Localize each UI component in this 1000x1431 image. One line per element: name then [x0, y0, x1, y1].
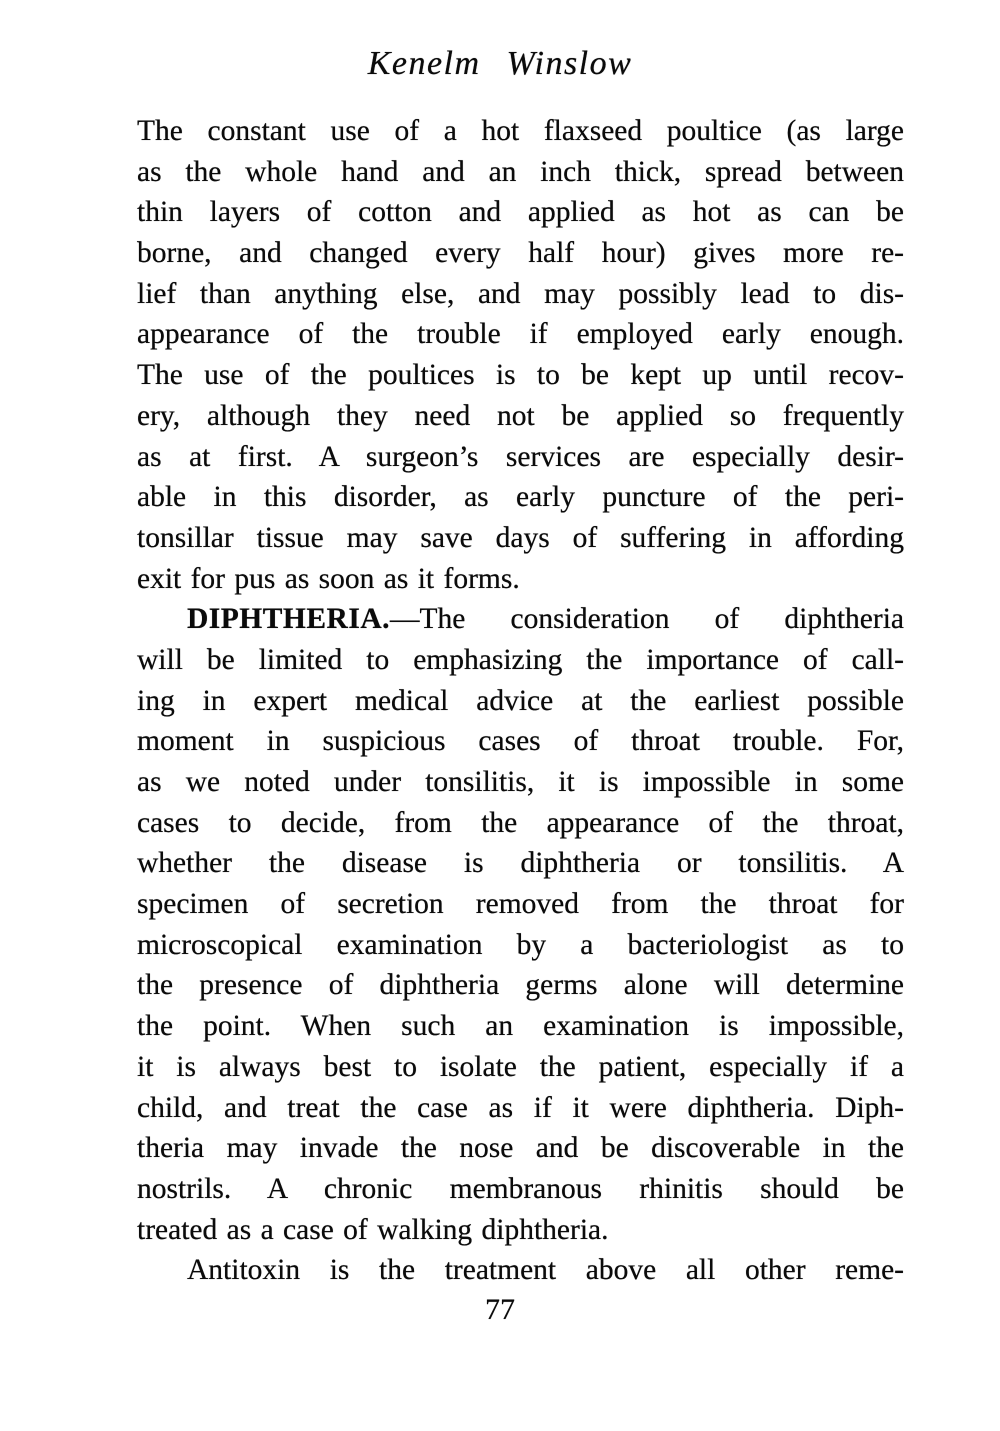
text-line: The use of the poultices is to be kept up until recov-: [137, 359, 904, 392]
body-text: [137, 111, 904, 1291]
text-line-section-heading: [137, 599, 904, 640]
text-line: the point. When such an examination is impossible,: [137, 1010, 904, 1043]
text-line: moment in suspicious cases of throat trouble. For,: [137, 725, 904, 758]
text-line: exit for pus as soon as it forms.: [137, 562, 520, 595]
text-line: ery, although they need not be applied so frequently: [137, 399, 904, 432]
text-line: as we noted under tonsilitis, it is impossible in some: [137, 766, 904, 798]
section-heading: DIPHTHERIA.: [187, 603, 391, 636]
text-line: will be limited to emphasizing the importance of call-: [137, 643, 904, 676]
text-line: treated as a case of walking diphtheria.: [137, 1213, 609, 1246]
text-line: appearance of the trouble if employed early enough.: [137, 318, 904, 351]
text-line: tonsillar tissue may save days of suffering in affording: [137, 521, 904, 554]
text-line: the presence of diphtheria germs alone will determine: [137, 969, 904, 1002]
text-line: The constant use of a hot flaxseed poultice (as large: [137, 115, 904, 147]
text-line: lief than anything else, and may possibly lead to dis-: [137, 277, 904, 310]
text-line: microscopical examination by a bacteriologist as to: [137, 928, 904, 961]
text-line: thin layers of cotton and applied as hot as can be: [137, 196, 904, 229]
text-line: as at first. A surgeon’s services are especially desir-: [137, 440, 904, 473]
text-line: borne, and changed every half hour) gives more re-: [137, 237, 904, 270]
text-line: child, and treat the case as if it were diphtheria. Diph-: [137, 1091, 904, 1124]
running-header: Kenelm Winslow: [367, 45, 633, 82]
text-line: Antitoxin is the treatment above all other reme-: [187, 1254, 904, 1287]
text-line: able in this disorder, as early puncture of the peri-: [137, 481, 904, 514]
text-line: ing in expert medical advice at the earliest possible: [137, 684, 904, 717]
text-line: it is always best to isolate the patient, especially if a: [137, 1050, 904, 1083]
text-line: as the whole hand and an inch thick, spread between: [137, 155, 904, 188]
page-number: 77: [485, 1292, 515, 1326]
text-line: specimen of secretion removed from the throat for: [137, 888, 904, 921]
text-line: —The consideration of diphtheria: [390, 603, 904, 636]
text-line: theria may invade the nose and be discoverable in the: [137, 1132, 904, 1165]
text-line: whether the disease is diphtheria or tonsilitis. A: [137, 847, 904, 880]
text-line: cases to decide, from the appearance of the throat,: [137, 806, 904, 839]
text-line: nostrils. A chronic membranous rhinitis should be: [137, 1172, 904, 1205]
